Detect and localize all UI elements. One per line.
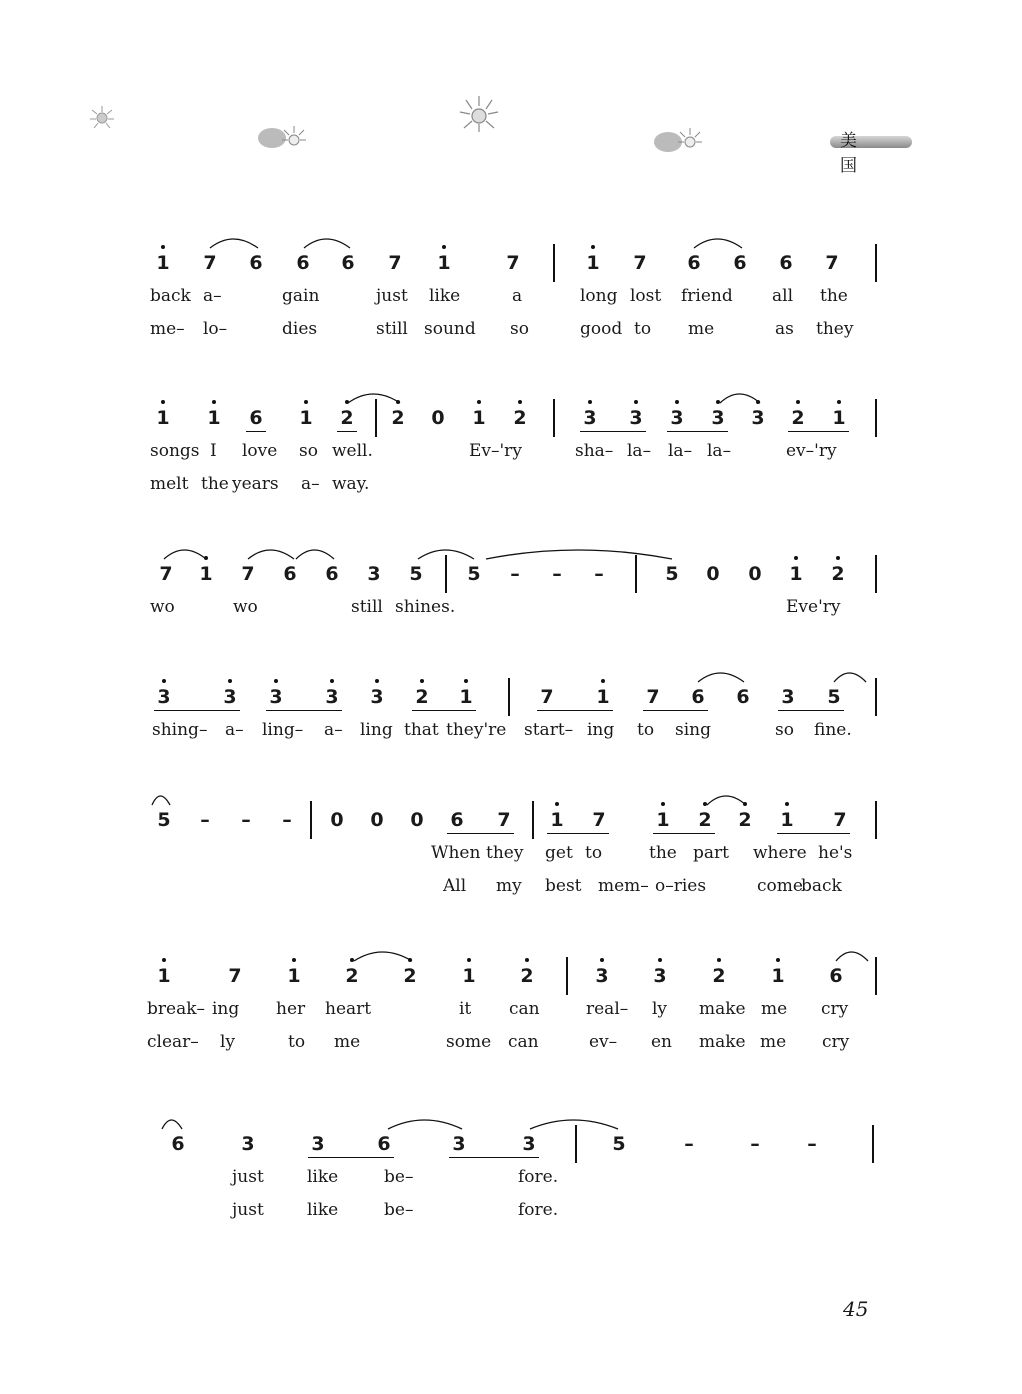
note: 7 [833, 809, 847, 831]
lyric: where [753, 843, 807, 863]
note: 6 [829, 965, 843, 987]
lyric: mem– [598, 876, 649, 896]
flower-decoration-3 [256, 122, 314, 154]
slur [346, 389, 404, 405]
lyric: ling– [262, 720, 304, 740]
note: 0 [410, 809, 424, 831]
lyric: me [760, 1032, 787, 1052]
bar-line [875, 801, 877, 839]
underline [246, 431, 266, 432]
lyric: songs [150, 441, 200, 461]
underline [154, 710, 240, 711]
note: 3 [452, 1133, 466, 1155]
note: 2 [828, 563, 848, 585]
dot-above [796, 400, 800, 404]
lyric: so [775, 720, 794, 740]
dot-above [717, 958, 721, 962]
note: 7 [228, 965, 242, 987]
lyric: ly [220, 1032, 236, 1052]
dot-above [837, 400, 841, 404]
underline [266, 710, 342, 711]
note: 3 [367, 563, 381, 585]
note: 1 [777, 809, 797, 831]
lyric: sha– [575, 441, 614, 461]
lyric: I [210, 441, 217, 461]
dot-above [162, 958, 166, 962]
note: 6 [341, 252, 355, 274]
note: 0 [706, 563, 720, 585]
lyric: back [150, 286, 191, 306]
lyric: o–ries [655, 876, 707, 896]
bar-line [875, 957, 877, 995]
lyric: Ev–'ry [469, 441, 522, 461]
lyric: ing [587, 720, 615, 740]
dot-above [228, 679, 232, 683]
flower-decoration-4 [652, 124, 710, 156]
slur [302, 234, 354, 250]
dot-above [794, 556, 798, 560]
underline [653, 833, 715, 834]
lyric: still [376, 319, 408, 339]
lyric: can [509, 999, 540, 1019]
flower-decoration-1 [88, 104, 118, 132]
note: 1 [593, 686, 613, 708]
note: 3 [748, 407, 768, 429]
note: 7 [241, 563, 255, 585]
lyric: la– [707, 441, 732, 461]
slur [246, 545, 298, 561]
lyric: they [816, 319, 854, 339]
note: 5 [157, 809, 171, 831]
note: 1 [153, 252, 173, 274]
note: 1 [456, 686, 476, 708]
lyric: me [688, 319, 715, 339]
note: 2 [388, 407, 408, 429]
underline [412, 710, 476, 711]
note: 2 [342, 965, 362, 987]
note: 2 [735, 809, 755, 831]
underline [580, 431, 646, 432]
lyric: can [508, 1032, 539, 1052]
note: 2 [709, 965, 729, 987]
lyric: break– [147, 999, 206, 1019]
lyric: to [634, 319, 652, 339]
lyric: like [307, 1167, 339, 1187]
lyric: fine. [814, 720, 852, 740]
lyric: get [545, 843, 573, 863]
note: 3 [667, 407, 687, 429]
lyric: gain [282, 286, 320, 306]
lyric: a– [301, 474, 320, 494]
lyric: all [772, 286, 794, 306]
lyric: wo [233, 597, 258, 617]
note: 3 [322, 686, 342, 708]
dot-above [375, 679, 379, 683]
lyric: they [486, 843, 524, 863]
lyric: way. [332, 474, 370, 494]
note: – [510, 563, 520, 585]
lyric: fore. [518, 1167, 559, 1187]
lyric: be– [384, 1200, 414, 1220]
note: 6 [687, 252, 701, 274]
dot-above [600, 958, 604, 962]
note: 1 [547, 809, 567, 831]
lyric: the [649, 843, 677, 863]
page-number: 45 [843, 1297, 869, 1321]
note: 0 [748, 563, 762, 585]
lyric: so [299, 441, 318, 461]
note: 3 [266, 686, 286, 708]
note: 1 [829, 407, 849, 429]
dot-above [525, 958, 529, 962]
note: 7 [203, 252, 217, 274]
note: – [200, 809, 210, 831]
lyric: wo [150, 597, 175, 617]
lyric: that [404, 720, 439, 740]
lyric: lost [630, 286, 662, 306]
note: 3 [708, 407, 728, 429]
note: 2 [788, 407, 808, 429]
note: 0 [431, 407, 445, 429]
dot-above [161, 245, 165, 249]
dot-above [658, 958, 662, 962]
lyric: friend [681, 286, 733, 306]
dot-above [442, 245, 446, 249]
lyric: to [585, 843, 603, 863]
lyric: la– [627, 441, 652, 461]
lyric: he's [818, 843, 853, 863]
note: 5 [612, 1133, 626, 1155]
note: 1 [459, 965, 479, 987]
note: 1 [154, 965, 174, 987]
note: – [750, 1133, 760, 1155]
lyric: best [545, 876, 582, 896]
note: 1 [153, 407, 173, 429]
lyric: melt [150, 474, 189, 494]
note: 2 [510, 407, 530, 429]
dot-above [588, 400, 592, 404]
note: 7 [646, 686, 660, 708]
dot-above [274, 679, 278, 683]
lyric: sing [675, 720, 711, 740]
note: – [594, 563, 604, 585]
slur [705, 791, 750, 807]
slur [834, 947, 872, 963]
underline [449, 1157, 539, 1158]
lyric: ly [652, 999, 668, 1019]
lyric: a– [225, 720, 244, 740]
note: 1 [653, 809, 673, 831]
note: 6 [733, 252, 747, 274]
lyric: Eve'ry [786, 597, 841, 617]
lyric: just [232, 1200, 264, 1220]
lyric: real– [586, 999, 629, 1019]
note: 7 [633, 252, 647, 274]
note: 6 [691, 686, 705, 708]
bar-line [875, 678, 877, 716]
slur [294, 545, 338, 561]
note: 6 [736, 686, 750, 708]
dot-above [634, 400, 638, 404]
note: 1 [768, 965, 788, 987]
bar-line [532, 801, 534, 839]
dot-above [477, 400, 481, 404]
lyric: la– [668, 441, 693, 461]
dot-above [161, 400, 165, 404]
note: 6 [779, 252, 793, 274]
lyric: my [496, 876, 522, 896]
note: 1 [196, 563, 216, 585]
lyric: shing– [152, 720, 208, 740]
note: 5 [665, 563, 679, 585]
note: 3 [580, 407, 600, 429]
bar-line [553, 244, 555, 282]
lyric: just [376, 286, 408, 306]
underline [778, 710, 844, 711]
lyric: still [351, 597, 383, 617]
dot-above [420, 679, 424, 683]
note: 3 [626, 407, 646, 429]
lyric: part [693, 843, 729, 863]
lyric: fore. [518, 1200, 559, 1220]
dot-above [162, 679, 166, 683]
dot-above [518, 400, 522, 404]
lyric: ling [360, 720, 393, 740]
slur [696, 668, 748, 684]
underline [788, 431, 849, 432]
dot-above [292, 958, 296, 962]
underline [667, 431, 728, 432]
note: 6 [450, 809, 464, 831]
note: 7 [825, 252, 839, 274]
note: 3 [241, 1133, 255, 1155]
underline [447, 833, 514, 834]
note: 3 [220, 686, 240, 708]
lyric: well. [332, 441, 373, 461]
note: 7 [497, 809, 511, 831]
slur [386, 1115, 466, 1131]
lyric: some [446, 1032, 492, 1052]
slur [832, 668, 870, 684]
note: 6 [249, 407, 263, 429]
note: 3 [781, 686, 795, 708]
lyric: like [429, 286, 461, 306]
lyric: shines. [395, 597, 456, 617]
lyric: good [580, 319, 623, 339]
slur [718, 389, 764, 405]
lyric: come [757, 876, 803, 896]
slur [208, 234, 262, 250]
bar-line [875, 399, 877, 437]
lyric: back [801, 876, 842, 896]
note: 1 [786, 563, 806, 585]
dot-above [467, 958, 471, 962]
bar-line [875, 244, 877, 282]
note: 7 [388, 252, 402, 274]
slur [352, 947, 416, 963]
lyric: All [443, 876, 467, 896]
bar-line [872, 1125, 874, 1163]
flower-decoration-2 [456, 94, 502, 134]
slur [160, 1115, 186, 1131]
dot-above [555, 802, 559, 806]
lyric: long [580, 286, 618, 306]
lyric: like [307, 1200, 339, 1220]
lyric: me [334, 1032, 361, 1052]
note: 7 [506, 252, 520, 274]
note: 3 [592, 965, 612, 987]
dot-above [591, 245, 595, 249]
note: 3 [650, 965, 670, 987]
dot-above [464, 679, 468, 683]
dot-above [776, 958, 780, 962]
lyric: clear– [147, 1032, 199, 1052]
underline [547, 833, 609, 834]
lyric: it [459, 999, 472, 1019]
note: 2 [412, 686, 432, 708]
note: 2 [400, 965, 420, 987]
note: 0 [330, 809, 344, 831]
note: 6 [249, 252, 263, 274]
lyric: the [201, 474, 229, 494]
bar-line [566, 957, 568, 995]
dot-above [212, 400, 216, 404]
lyric: to [637, 720, 655, 740]
lyric: me– [150, 319, 185, 339]
lyric: be– [384, 1167, 414, 1187]
lyric: ev–'ry [786, 441, 837, 461]
dot-above [836, 556, 840, 560]
bar-line [553, 399, 555, 437]
lyric: just [232, 1167, 264, 1187]
note: 6 [325, 563, 339, 585]
lyric: years [232, 474, 279, 494]
note: 6 [283, 563, 297, 585]
note: – [282, 809, 292, 831]
slur [150, 791, 174, 807]
lyric: a [512, 286, 523, 306]
lyric: make [699, 999, 746, 1019]
lyric: cry [822, 1032, 850, 1052]
lyric: start– [524, 720, 574, 740]
lyric: to [288, 1032, 306, 1052]
underline [643, 710, 708, 711]
region-label: 美 国 [840, 131, 871, 176]
note: 6 [171, 1133, 185, 1155]
slur [528, 1115, 622, 1131]
dot-above [304, 400, 308, 404]
note: 7 [592, 809, 606, 831]
lyric: a– [324, 720, 343, 740]
lyric: her [276, 999, 306, 1019]
note: 2 [337, 407, 357, 429]
underline [777, 833, 850, 834]
note: 1 [583, 252, 603, 274]
note: – [552, 563, 562, 585]
lyric: the [820, 286, 848, 306]
dot-above [785, 802, 789, 806]
note: 0 [370, 809, 384, 831]
note: 1 [434, 252, 454, 274]
underline [308, 1157, 394, 1158]
lyric: ing [212, 999, 240, 1019]
lyric: dies [282, 319, 318, 339]
lyric: so [510, 319, 529, 339]
lyric: heart [325, 999, 372, 1019]
note: 1 [284, 965, 304, 987]
note: – [684, 1133, 694, 1155]
note: 6 [296, 252, 310, 274]
slur [162, 545, 210, 561]
bar-line [875, 555, 877, 593]
note: – [241, 809, 251, 831]
lyric: me [761, 999, 788, 1019]
dot-above [601, 679, 605, 683]
note: 1 [296, 407, 316, 429]
bar-line [310, 801, 312, 839]
note: 7 [540, 686, 554, 708]
note: 7 [159, 563, 173, 585]
underline [337, 431, 357, 432]
note: 3 [367, 686, 387, 708]
lyric: love [242, 441, 278, 461]
lyric: lo– [203, 319, 228, 339]
note: 5 [467, 563, 481, 585]
region-tag [830, 126, 912, 176]
note: – [807, 1133, 817, 1155]
lyric: sound [424, 319, 476, 339]
lyric: a– [203, 286, 222, 306]
note: 1 [204, 407, 224, 429]
note: 3 [154, 686, 174, 708]
note: 2 [695, 809, 715, 831]
slur [416, 545, 478, 561]
note: 3 [522, 1133, 536, 1155]
slur [484, 545, 676, 561]
lyric: ev– [589, 1032, 618, 1052]
dot-above [675, 400, 679, 404]
lyric: en [651, 1032, 673, 1052]
bar-line [508, 678, 510, 716]
note: 5 [827, 686, 841, 708]
dot-above [330, 679, 334, 683]
note: 2 [517, 965, 537, 987]
lyric: as [775, 319, 794, 339]
lyric: cry [821, 999, 849, 1019]
lyric: they're [446, 720, 507, 740]
underline [537, 710, 613, 711]
lyric: When [431, 843, 481, 863]
note: 5 [409, 563, 423, 585]
slur [692, 234, 746, 250]
note: 3 [311, 1133, 325, 1155]
note: 6 [377, 1133, 391, 1155]
dot-above [661, 802, 665, 806]
note: 1 [469, 407, 489, 429]
lyric: make [699, 1032, 746, 1052]
